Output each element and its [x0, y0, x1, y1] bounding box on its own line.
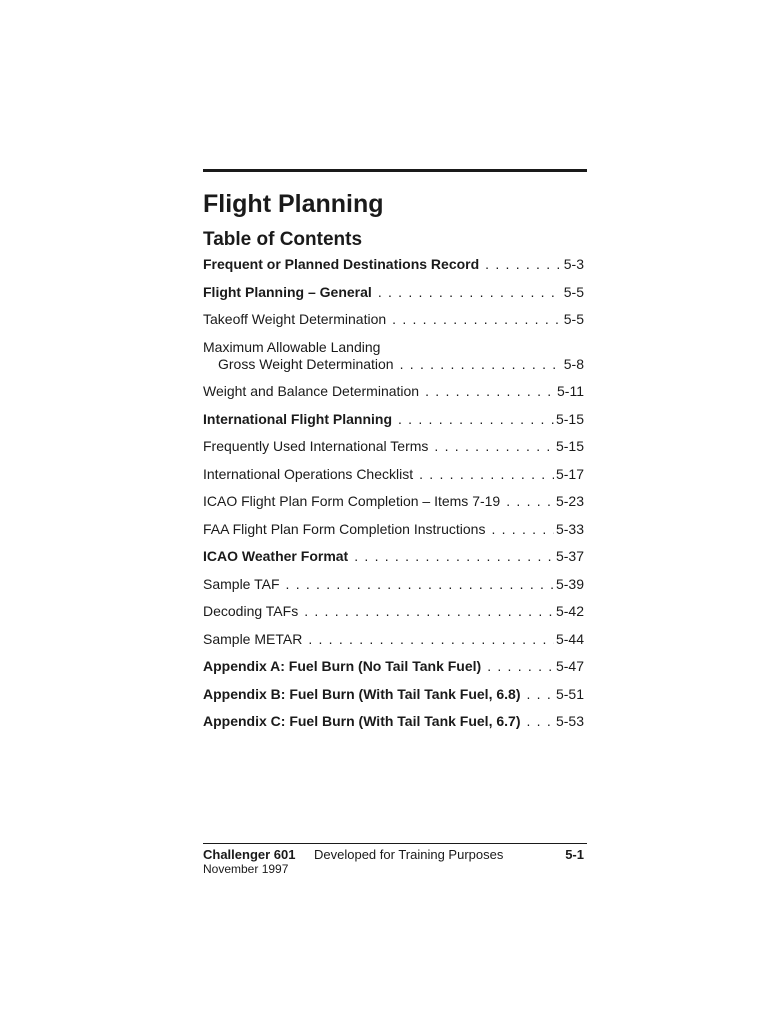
footer-page-number: 5-1 — [565, 847, 584, 862]
toc-dot-leader — [485, 256, 562, 273]
toc-entry-row — [203, 548, 584, 565]
toc-entry-row — [203, 493, 584, 510]
toc-entry-page: 5-47 — [555, 658, 584, 674]
toc-entry[interactable] — [203, 383, 584, 400]
toc-entry-page: 5-51 — [555, 685, 584, 702]
toc-entry-label: Sample TAF — [203, 575, 280, 592]
top-rule — [203, 169, 587, 172]
toc-entry-row — [203, 311, 584, 328]
toc-entry-page: 5-39 — [555, 575, 584, 592]
toc-entry[interactable] — [203, 631, 584, 648]
footer-notice: Developed for Training Purposes — [314, 847, 504, 862]
toc-entry[interactable] — [203, 521, 584, 538]
toc-dot-leader — [434, 438, 554, 455]
toc-entry[interactable] — [203, 603, 584, 620]
toc-dot-leader — [354, 548, 554, 565]
toc-entry[interactable] — [203, 576, 584, 593]
toc-entry-label: Flight Planning – General — [203, 283, 372, 300]
page-title: Flight Planning — [203, 190, 384, 218]
toc-entry-row — [203, 411, 584, 428]
toc-entry-label: International Operations Checklist — [203, 465, 414, 482]
toc-entry-label: Appendix C: Fuel Burn (With Tail Tank Fuel, 6.7) — [203, 713, 521, 729]
toc-entry-label: ICAO Flight Plan Form Completion – Items 7-19 — [203, 493, 501, 509]
toc-entry[interactable] — [203, 339, 584, 373]
table-of-contents — [203, 256, 584, 741]
toc-entry-page: 5-11 — [557, 383, 584, 399]
toc-entry-page: 5-15 — [555, 438, 584, 454]
toc-entry-row — [203, 466, 584, 483]
toc-entry-label: Sample METAR — [203, 630, 303, 647]
toc-entry-label: Gross Weight Determination — [218, 355, 394, 372]
toc-dot-leader — [308, 631, 554, 648]
toc-entry-page: 5-5 — [563, 311, 584, 327]
toc-entry-row — [203, 256, 584, 273]
toc-entry-label: ICAO Weather Format — [203, 548, 349, 564]
toc-entry[interactable] — [203, 311, 584, 328]
toc-entry-label: Frequent or Planned Destinations Record — [203, 256, 480, 272]
toc-entry-row — [203, 603, 584, 620]
toc-dot-leader — [392, 311, 562, 328]
toc-entry-row — [203, 284, 584, 301]
toc-entry-row — [203, 631, 584, 648]
toc-entry-page: 5-5 — [563, 283, 584, 300]
toc-dot-leader — [425, 383, 555, 400]
toc-entry-page: 5-37 — [555, 548, 584, 564]
toc-entry-page: 5-23 — [555, 493, 584, 509]
toc-entry[interactable] — [203, 411, 584, 428]
toc-dot-leader — [378, 284, 562, 301]
toc-entry-page: 5-33 — [555, 520, 584, 537]
toc-entry-page: 5-15 — [555, 410, 584, 427]
toc-entry-page: 5-17 — [555, 465, 584, 482]
toc-entry-label: Decoding TAFs — [203, 603, 299, 619]
toc-entry-page: 5-44 — [555, 630, 584, 647]
toc-entry[interactable] — [203, 438, 584, 455]
toc-dot-leader — [487, 658, 554, 675]
toc-entry-label: International Flight Planning — [203, 410, 392, 427]
toc-entry[interactable] — [203, 493, 584, 510]
toc-heading: Table of Contents — [203, 229, 363, 250]
toc-entry-page: 5-8 — [563, 355, 584, 372]
toc-entry-row — [203, 356, 584, 373]
toc-entry-page: 5-42 — [555, 603, 584, 619]
toc-dot-leader — [526, 713, 553, 730]
toc-entry[interactable] — [203, 256, 584, 273]
toc-entry-row — [203, 383, 584, 400]
toc-entry-row — [203, 438, 584, 455]
toc-dot-leader — [304, 603, 554, 620]
toc-dot-leader — [419, 466, 554, 483]
toc-entry-page: 5-3 — [563, 256, 584, 272]
toc-dot-leader — [526, 686, 553, 703]
toc-entry-label: Frequently Used International Terms — [203, 438, 429, 454]
toc-entry-row — [203, 521, 584, 538]
toc-entry-row — [203, 713, 584, 730]
toc-entry-row — [203, 576, 584, 593]
toc-entry[interactable] — [203, 713, 584, 730]
toc-entry-row — [203, 658, 584, 675]
footer-rule — [203, 843, 587, 844]
toc-dot-leader — [491, 521, 554, 538]
toc-entry-page: 5-53 — [555, 713, 584, 729]
toc-entry[interactable] — [203, 466, 584, 483]
footer-date: November 1997 — [203, 862, 289, 876]
toc-entry-row — [203, 686, 584, 703]
toc-entry[interactable] — [203, 284, 584, 301]
toc-entry[interactable] — [203, 658, 584, 675]
toc-dot-leader — [286, 576, 554, 593]
toc-entry[interactable] — [203, 548, 584, 565]
footer-aircraft-model: Challenger 601 — [203, 847, 296, 862]
toc-entry-label: Appendix A: Fuel Burn (No Tail Tank Fuel) — [203, 658, 482, 674]
toc-dot-leader — [506, 493, 554, 510]
toc-entry-label: FAA Flight Plan Form Completion Instructions — [203, 520, 486, 537]
toc-entry-label: Appendix B: Fuel Burn (With Tail Tank Fuel, 6.8) — [203, 685, 521, 702]
toc-entry-label: Takeoff Weight Determination — [203, 311, 387, 327]
toc-dot-leader — [400, 356, 562, 373]
toc-entry[interactable] — [203, 686, 584, 703]
toc-entry-label: Weight and Balance Determination — [203, 383, 420, 399]
toc-dot-leader — [398, 411, 554, 428]
toc-entry-label-line1: Maximum Allowable Landing — [203, 338, 381, 355]
